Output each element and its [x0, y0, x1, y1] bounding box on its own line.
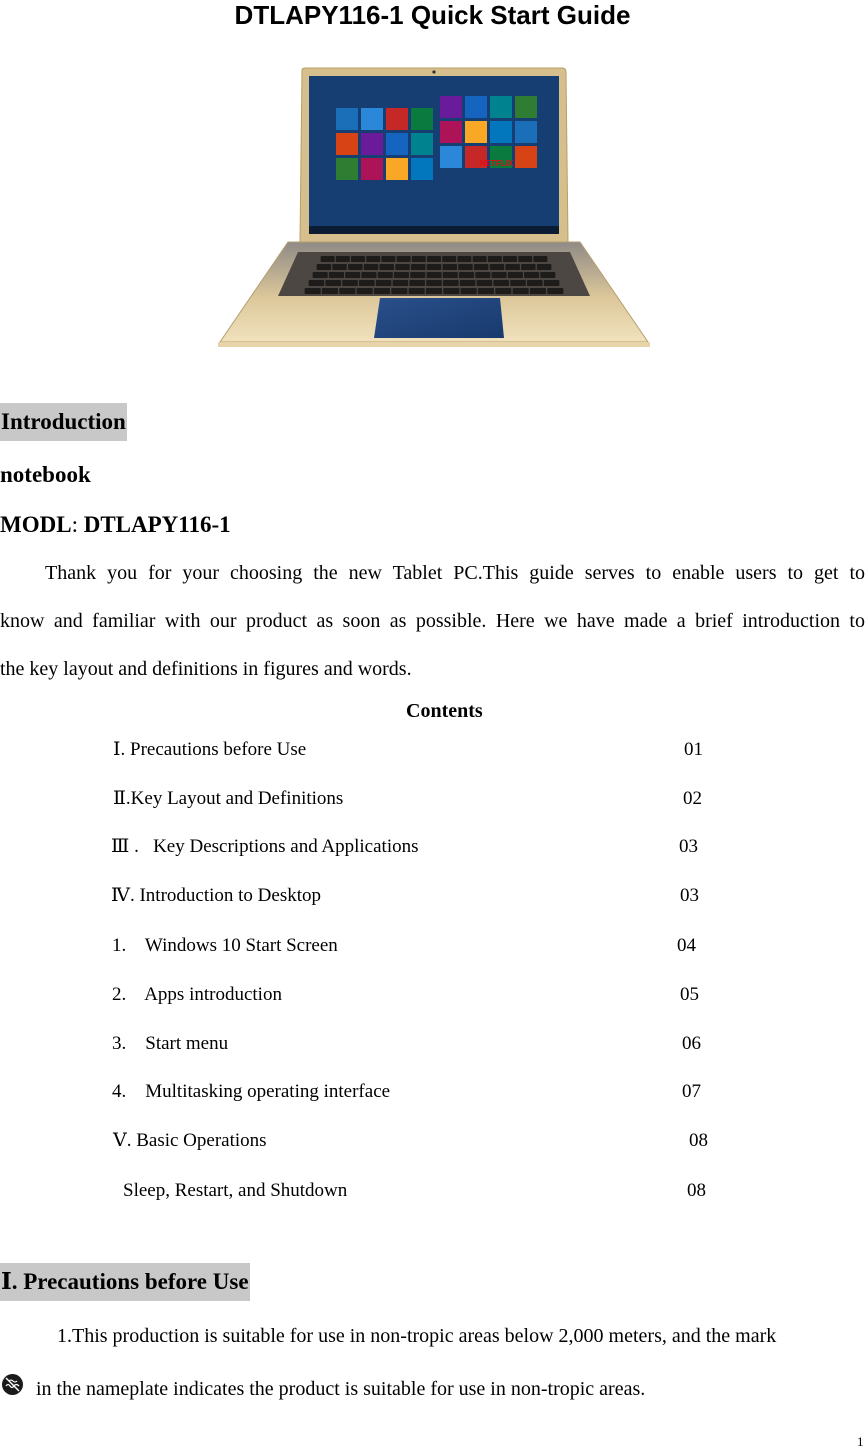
keyboard-key: [342, 280, 358, 286]
start-tile: [411, 158, 433, 180]
toc-item-label[interactable]: 2. Apps introduction: [112, 984, 282, 1005]
start-tile: [440, 121, 462, 143]
keyboard-key: [527, 280, 543, 286]
page-number: 1: [857, 1434, 864, 1449]
keyboard-key: [473, 256, 487, 262]
model-value: DTLAPY116-1: [83, 512, 231, 537]
keyboard-key: [364, 264, 379, 270]
toc-item-label[interactable]: Ⅱ.Key Layout and Definitions: [113, 788, 344, 809]
precautions-heading: Ⅰ. Precautions before Use: [0, 1263, 250, 1301]
toc-item-label[interactable]: Ⅴ. Basic Operations: [113, 1130, 267, 1151]
keyboard-key: [410, 272, 425, 278]
keyboard-key: [508, 272, 523, 278]
netflix-tile-text: NETFLIX: [480, 159, 514, 168]
toc-item-label[interactable]: 3. Start menu: [112, 1033, 229, 1054]
keyboard-key: [493, 280, 509, 286]
keyboard-key: [329, 272, 344, 278]
start-tile: [336, 108, 358, 130]
toc-item-label[interactable]: Ⅲ . Key Descriptions and Applications: [111, 836, 419, 857]
precautions-line-2: in the nameplate indicates the product is suitable for use in non-tropic areas.: [36, 1378, 646, 1400]
start-tile: [386, 108, 408, 130]
keyboard-key: [411, 264, 426, 270]
keyboard-key: [366, 256, 380, 262]
keyboard-key: [461, 288, 477, 294]
keyboard-key: [351, 256, 365, 262]
toc-item-page: 03: [680, 885, 699, 906]
keyboard-key: [442, 256, 456, 262]
keyboard-key: [395, 264, 410, 270]
keyboard-key: [513, 288, 529, 294]
start-tile: [490, 121, 512, 143]
introduction-heading: Introduction: [0, 403, 127, 441]
intro-paragraph-line-2: know and familiar with our product as soon as possible. Here we have made a brief introduction to: [0, 610, 865, 632]
keyboard-key: [305, 288, 321, 294]
keyboard-key: [458, 264, 473, 270]
keyboard-key: [457, 256, 471, 262]
keyboard-key: [322, 288, 338, 294]
toc-item-label[interactable]: Sleep, Restart, and Shutdown: [123, 1180, 348, 1201]
keyboard-key: [547, 288, 563, 294]
model-line: [0, 510, 231, 540]
toc-item-page: 06: [682, 1033, 701, 1054]
keyboard-key: [427, 264, 442, 270]
contents-heading: Contents: [406, 700, 483, 722]
precautions-line-1: 1.This production is suitable for use in non-tropic areas below 2,000 meters, and the mark: [57, 1325, 777, 1347]
keyboard-key: [544, 280, 560, 286]
toc-item-page: 08: [687, 1180, 706, 1201]
laptop-image: [218, 66, 650, 348]
keyboard-key: [394, 272, 409, 278]
product-line: notebook: [0, 462, 91, 487]
intro-paragraph-line-1: Thank you for your choosing the new Tablet PC.This guide serves to enable users to get to: [45, 562, 865, 584]
start-tile: [465, 121, 487, 143]
keyboard-key: [530, 288, 546, 294]
keyboard-key: [426, 280, 442, 286]
keyboard-key: [321, 256, 335, 262]
start-tile: [386, 133, 408, 155]
toc-item-label[interactable]: 4. Multitasking operating interface: [112, 1081, 391, 1102]
keyboard-key: [391, 288, 407, 294]
keyboard-key: [488, 256, 502, 262]
toc-item-label[interactable]: 1. Windows 10 Start Screen: [112, 935, 338, 956]
start-tile: [361, 133, 383, 155]
keyboard-key: [339, 288, 355, 294]
toc-item-label[interactable]: Ⅰ. Precautions before Use: [113, 739, 307, 760]
keyboard-key: [409, 280, 425, 286]
keyboard-key: [361, 272, 376, 278]
keyboard-key: [374, 288, 390, 294]
keyboard-key: [521, 264, 536, 270]
start-tile: [386, 158, 408, 180]
keyboard-key: [380, 264, 395, 270]
toc-item-page: 04: [677, 935, 696, 956]
keyboard-key: [533, 256, 547, 262]
keyboard-key: [537, 264, 552, 270]
keyboard-key: [381, 256, 395, 262]
start-tile: [490, 96, 512, 118]
keyboard-key: [359, 280, 375, 286]
keyboard-key: [459, 272, 474, 278]
start-tile: [361, 158, 383, 180]
keyboard-key: [357, 288, 373, 294]
keyboard-key: [376, 280, 392, 286]
keyboard-key: [443, 272, 458, 278]
keyboard-key: [510, 280, 526, 286]
keyboard-key: [427, 256, 441, 262]
keyboard-key: [492, 272, 507, 278]
keyboard-key: [393, 280, 409, 286]
keyboard-key: [427, 272, 442, 278]
start-tile: [440, 146, 462, 168]
keyboard-key: [378, 272, 393, 278]
keyboard-key: [443, 280, 459, 286]
toc-item-page: 02: [683, 788, 702, 809]
start-tile: [411, 108, 433, 130]
toc-item-page: 01: [684, 739, 703, 760]
toc-item-page: 08: [689, 1130, 708, 1151]
start-tile: [465, 96, 487, 118]
keyboard-key: [345, 272, 360, 278]
keyboard-key: [503, 256, 517, 262]
non-tropic-mark-icon: [1, 1373, 24, 1396]
model-label: MODL: [0, 512, 72, 537]
start-tile: [336, 133, 358, 155]
toc-item-page: 05: [680, 984, 699, 1005]
keyboard-key: [397, 256, 411, 262]
keyboard-key: [443, 288, 459, 294]
keyboard-key: [475, 272, 490, 278]
model-separator: :: [71, 512, 78, 537]
document-title: DTLAPY116-1 Quick Start Guide: [234, 0, 631, 30]
start-tile: [515, 121, 537, 143]
keyboard-key: [478, 288, 494, 294]
keyboard-key: [443, 264, 458, 270]
keyboard-key: [518, 256, 532, 262]
start-tile: [336, 158, 358, 180]
keyboard-key: [426, 288, 442, 294]
keyboard-key: [495, 288, 511, 294]
keyboard-key: [313, 272, 328, 278]
toc-item-page: 07: [682, 1081, 701, 1102]
keyboard-key: [336, 256, 350, 262]
start-tile: [361, 108, 383, 130]
keyboard-key: [409, 288, 425, 294]
keyboard-key: [412, 256, 426, 262]
toc-item-page: 03: [679, 836, 698, 857]
toc-item-label[interactable]: Ⅳ. Introduction to Desktop: [111, 885, 322, 906]
keyboard-key: [325, 280, 341, 286]
start-tile: [515, 96, 537, 118]
keyboard-key: [460, 280, 476, 286]
intro-paragraph-line-3: the key layout and definitions in figures and words.: [0, 658, 412, 680]
keyboard-key: [309, 280, 325, 286]
start-tile: [440, 96, 462, 118]
keyboard-key: [505, 264, 520, 270]
keyboard-key: [477, 280, 493, 286]
start-tile: [515, 146, 537, 168]
keyboard-key: [524, 272, 539, 278]
keyboard-key: [490, 264, 505, 270]
keyboard-key: [348, 264, 363, 270]
start-tile: [411, 133, 433, 155]
keyboard-key: [540, 272, 555, 278]
keyboard-key: [317, 264, 332, 270]
keyboard-key: [332, 264, 347, 270]
keyboard-key: [474, 264, 489, 270]
